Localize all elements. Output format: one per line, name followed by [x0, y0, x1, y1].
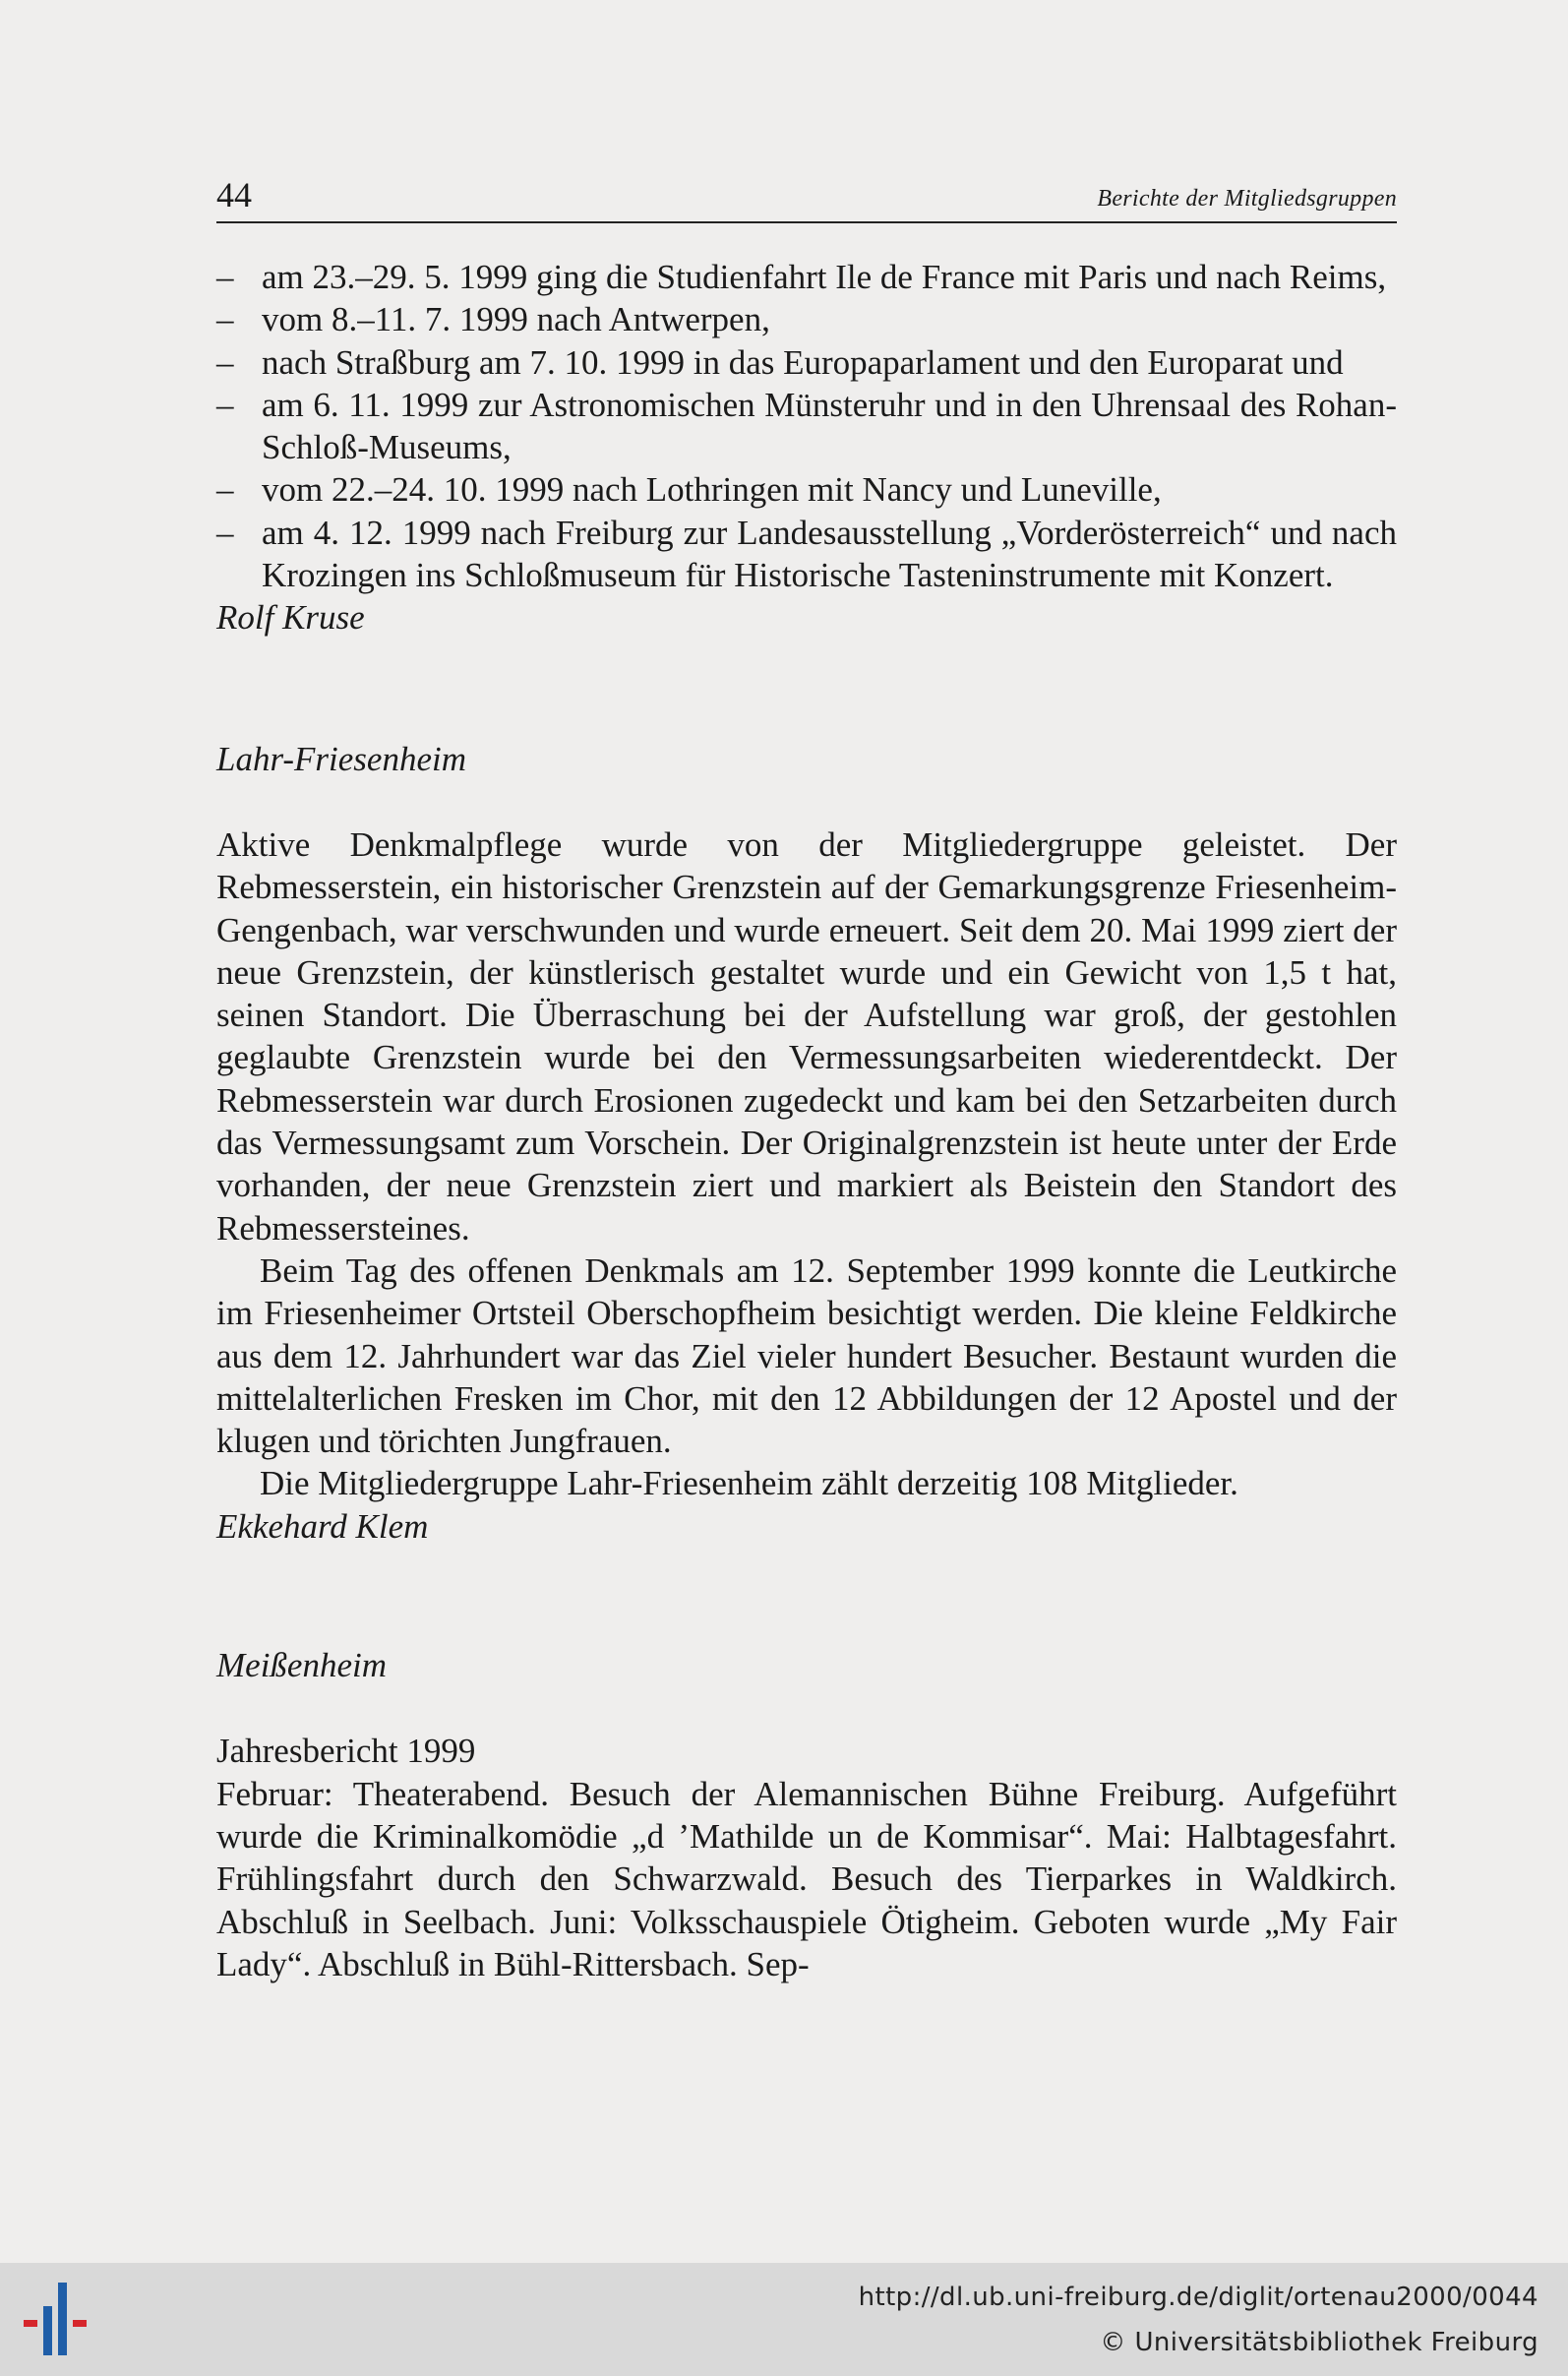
- list-dash: –: [216, 342, 234, 382]
- section-heading-meissenheim: Meißenheim: [216, 1646, 387, 1685]
- list-item: [216, 256, 1397, 298]
- paragraph-lahr-1: Aktive Denkmalpflege wurde von der Mitgliedergruppe geleistet. Der Rebmesserstein, ein historischer Grenzstein auf der Gemarkungsgrenze Friesenheim-Gengenbach, war verschwunden und wurde erneuert. Seit dem 20. Mai 1999 ziert der neue Grenzstein, der künstlerisch gestaltet wurde und ein Gewicht von 1,5 t hat, seinen Standort. Die Überraschung bei der Aufstellung war groß, der gestohlen geglaubte Grenzstein wurde bei den Vermessungsarbeiten wiederentdeckt. Der Rebmesserstein war durch Erosionen zugedeckt und kam bei den Setzarbeiten durch das Vermessungsamt zum Vorschein. Der Originalgrenzstein ist heute unter der Erde vorhanden, der neue Grenzstein ziert und markiert als Beistein den Standort des Rebmessersteines.: [216, 824, 1397, 1248]
- subheading-jahresbericht: Jahresbericht 1999: [216, 1732, 476, 1771]
- list-dash: –: [216, 258, 234, 296]
- library-footer: [0, 2263, 1568, 2376]
- running-head: Berichte der Mitgliedsgruppen: [1097, 186, 1397, 212]
- trip-list: [216, 256, 1397, 596]
- list-item: [216, 384, 1397, 469]
- copyright-notice: © Universitätsbibliothek Freiburg: [1100, 2328, 1538, 2357]
- author-signature-kruse: Rolf Kruse: [216, 598, 365, 638]
- list-item-text: nach Straßburg am 7. 10. 1999 in das Europaparlament und den Europarat und: [262, 342, 1344, 382]
- paragraph-lahr-3: Die Mitgliedergruppe Lahr-Friesenheim zählt derzeitig 108 Mitglieder.: [260, 1464, 1238, 1503]
- section-heading-lahr: Lahr-Friesenheim: [216, 739, 466, 778]
- list-item-text: vom 22.–24. 10. 1999 nach Lothringen mit Nancy und Luneville,: [262, 470, 1162, 510]
- list-item: [216, 468, 1397, 511]
- list-dash: –: [216, 470, 234, 510]
- list-item: [216, 341, 1397, 384]
- list-item-text: am 6. 11. 1999 zur Astronomischen Münsteruhr und in den Uhrensaal des Rohan-Schloß-Museums,: [262, 385, 1397, 467]
- page-number: 44: [216, 175, 252, 214]
- list-item: [216, 298, 1397, 340]
- author-signature-klem: Ekkehard Klem: [216, 1506, 429, 1546]
- list-item-text: am 23.–29. 5. 1999 ging die Studienfahrt Ile de France mit Paris und nach Reims,: [262, 258, 1387, 296]
- list-item-text: vom 8.–11. 7. 1999 nach Antwerpen,: [262, 300, 770, 339]
- page-content: [216, 256, 1397, 1985]
- list-item: [216, 512, 1397, 597]
- list-dash: –: [216, 513, 234, 552]
- page-header: [216, 172, 1397, 223]
- permalink-url[interactable]: http://dl.ub.uni-freiburg.de/diglit/ortenau2000/0044: [858, 2283, 1538, 2312]
- paragraph-lahr-2: Beim Tag des offenen Denkmals am 12. September 1999 konnte die Leutkirche im Friesenheimer Ortsteil Oberschopfheim besichtigt werden. Die kleine Feldkirche aus dem 12. Jahrhundert war das Ziel vieler hundert Besucher. Bestaunt wurden die mittelalterlichen Fresken im Chor, mit den 12 Abbildungen der 12 Apostel und der klugen und törichten Jungfrauen.: [216, 1250, 1397, 1461]
- list-dash: –: [216, 385, 234, 424]
- paragraph-meissenheim: Februar: Theaterabend. Besuch der Alemannischen Bühne Freiburg. Aufgeführt wurde die Kriminalkomödie „d ’Mathilde un de Kommisar“. Mai: Halbtagesfahrt. Frühlingsfahrt durch den Schwarzwald. Besuch des Tierparkes in Waldkirch. Abschluß in Seelbach. Juni: Volksschauspiele Ötigheim. Geboten wurde „My Fair Lady“. Abschluß in Bühl-Rittersbach. Sep-: [216, 1774, 1397, 1983]
- library-logo-icon: [20, 2281, 98, 2359]
- list-dash: –: [216, 300, 234, 339]
- list-item-text: am 4. 12. 1999 nach Freiburg zur Landesausstellung „Vorderösterreich“ und nach Krozingen ins Schloßmuseum für Historische Tasteninstrumente mit Konzert.: [262, 513, 1397, 595]
